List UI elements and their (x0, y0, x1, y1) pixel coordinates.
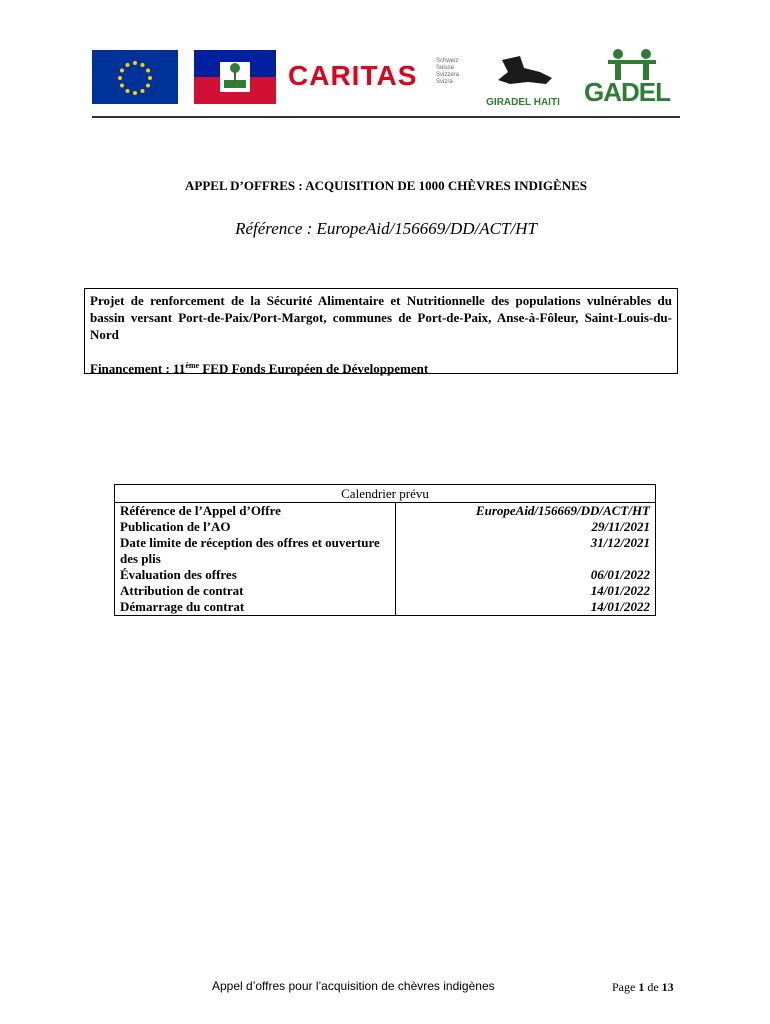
row-value: 31/12/2021 (396, 535, 656, 567)
table-row (115, 583, 656, 599)
eu-flag-logo (92, 50, 178, 104)
project-description: Projet de renforcement de la Sécurité Alimentaire et Nutritionnelle des populations vulnérables du bassin versant Port-de-Paix/Port-Margot, communes de Port-de-Paix, Anse-à-Fôleur, Saint-Louis-du-Nord (90, 293, 672, 342)
funding-suffix: FED Fonds Européen de Développement (199, 361, 429, 376)
reference-heading: Référence : EuropeAid/156669/DD/ACT/HT (235, 219, 537, 238)
caritas-subtitle: Schweiz Suisse Svizzera Svizra (436, 58, 460, 85)
caritas-logo (288, 58, 460, 92)
row-label: Attribution de contrat (115, 583, 396, 599)
row-label: Référence de l’Appel d’Offre (115, 503, 396, 520)
giradel-wordmark: GIRADEL HAITI (486, 97, 560, 108)
row-label: Démarrage du contrat (115, 599, 396, 616)
table-row (115, 503, 656, 520)
haiti-map-icon (480, 52, 566, 96)
table-row (115, 567, 656, 583)
gadel-wordmark: GADEL (584, 77, 670, 107)
document-title: APPEL D’OFFRES : ACQUISITION DE 1000 CHÈVRES INDIGÈNES (185, 178, 587, 193)
footer-title: Appel d’offres pour l’acquisition de chèvres indigènes (212, 979, 495, 993)
page-number (612, 980, 674, 995)
row-value: 14/01/2022 (396, 583, 656, 599)
funding-prefix: Financement : 11 (90, 361, 186, 376)
coat-of-arms-icon (220, 62, 250, 92)
project-box (84, 288, 678, 374)
header-divider (92, 116, 680, 118)
header-logos (92, 48, 680, 108)
row-value: EuropeAid/156669/DD/ACT/HT (396, 503, 656, 520)
row-label: Date limite de réception des offres et ouverture des plis (115, 535, 396, 567)
row-value: 06/01/2022 (396, 567, 656, 583)
page-of: de (644, 980, 662, 994)
page-word: Page (612, 980, 639, 994)
funding-line (90, 359, 428, 376)
giradel-logo (480, 52, 566, 108)
calendar-table (114, 484, 656, 616)
caritas-wordmark: CARITAS (288, 60, 418, 91)
calendar-heading: Calendrier prévu (115, 485, 656, 503)
row-value: 29/11/2021 (396, 519, 656, 535)
haiti-flag-logo (194, 50, 276, 104)
table-row (115, 535, 656, 567)
row-label: Publication de l’AO (115, 519, 396, 535)
page-total: 13 (661, 980, 674, 994)
funding-superscript: ème (185, 361, 200, 370)
table-row (115, 599, 656, 616)
row-value: 14/01/2022 (396, 599, 656, 616)
gadel-logo (584, 48, 680, 108)
page-current: 1 (638, 980, 645, 994)
table-row (115, 519, 656, 535)
row-label: Évaluation des offres (115, 567, 396, 583)
